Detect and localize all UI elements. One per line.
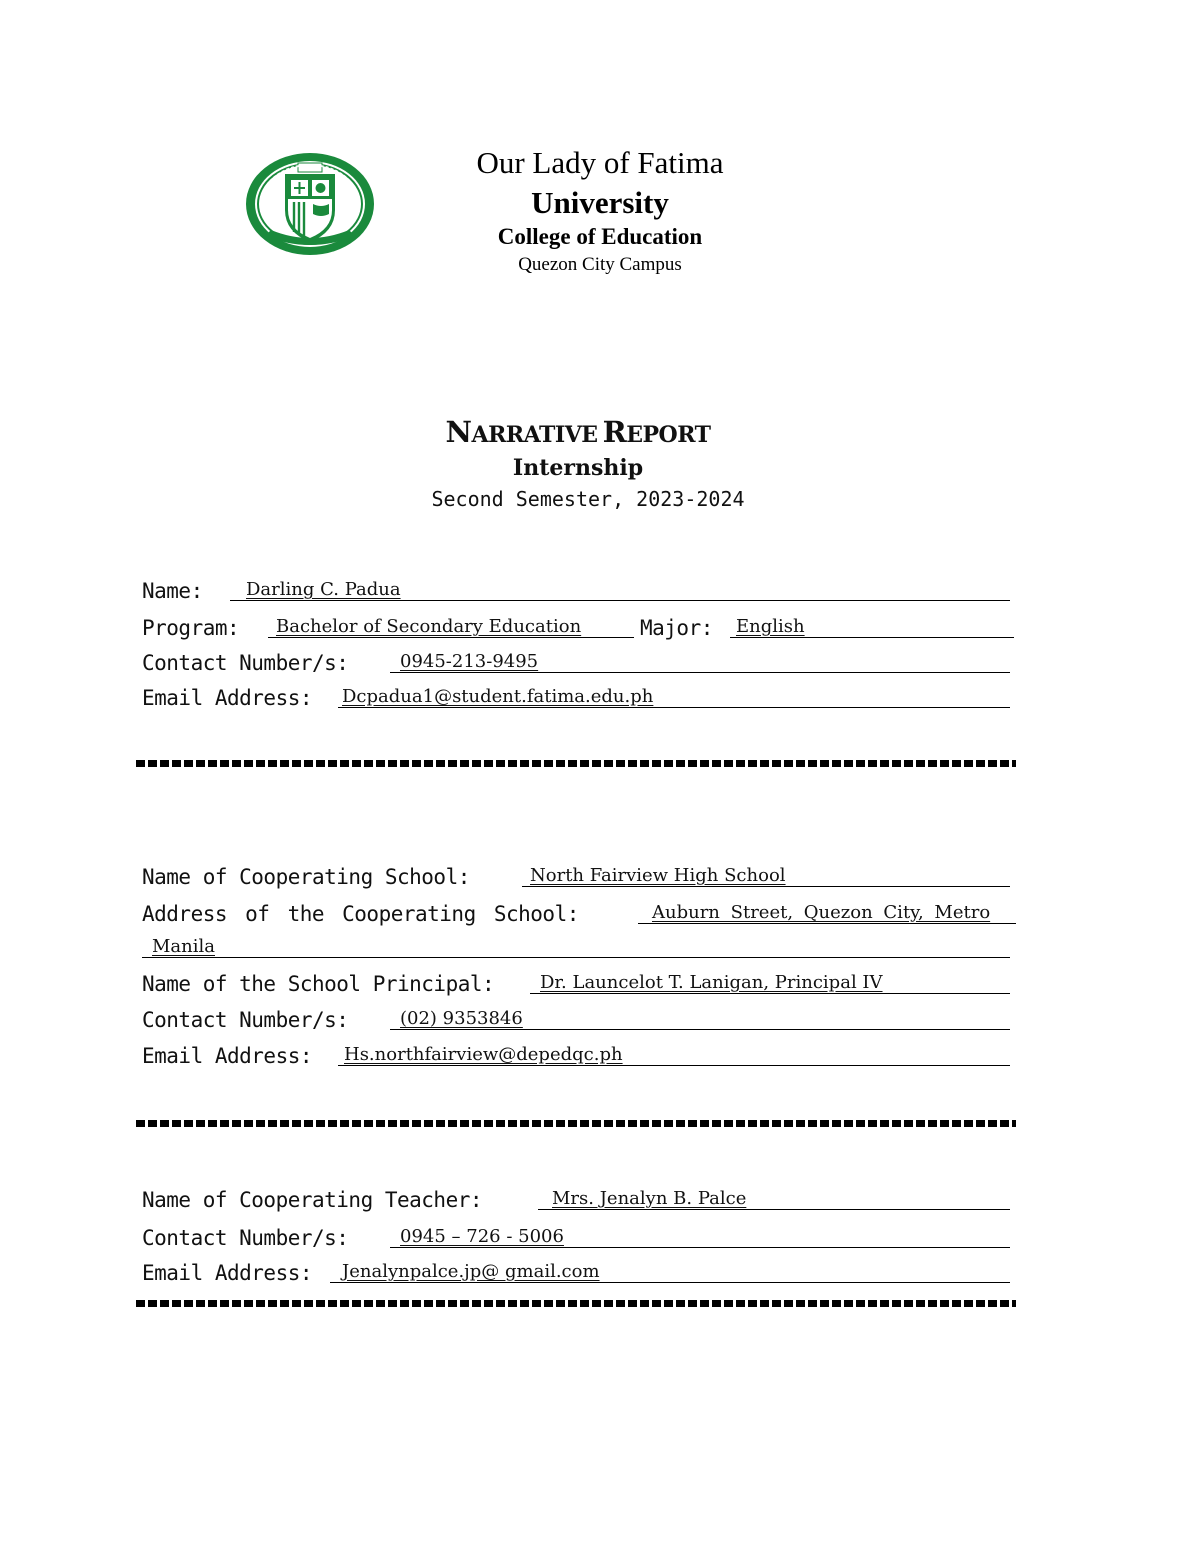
school-email-row <box>142 1040 1010 1070</box>
program-row <box>142 612 1010 642</box>
underline <box>390 672 1010 673</box>
student-email-row <box>142 682 1010 712</box>
school-contact-row <box>142 1004 1010 1034</box>
school-email-label: Email Address: <box>142 1044 313 1068</box>
underline <box>338 707 1010 708</box>
section-divider <box>136 1120 1016 1127</box>
school-contact-value[interactable]: (02) 9353846 <box>400 1008 523 1029</box>
principal-value[interactable]: Dr. Launcelot T. Lanigan, Principal IV <box>540 972 883 993</box>
underline <box>538 1209 1010 1210</box>
principal-row <box>142 968 1010 998</box>
major-label: Major: <box>640 616 713 640</box>
school-address-value-line2[interactable]: Manila <box>152 936 215 957</box>
college-name: College of Education <box>497 224 703 249</box>
teacher-email-label: Email Address: <box>142 1261 313 1285</box>
program-value[interactable]: Bachelor of Secondary Education <box>276 616 582 637</box>
program-label: Program: <box>142 616 240 640</box>
school-address-value-line1[interactable]: Auburn Street, Quezon City, Metro <box>652 902 991 923</box>
school-email-value[interactable]: Hs.northfairview@depedqc.ph <box>344 1044 623 1065</box>
university-name-line1: Our Lady of Fatima <box>476 145 724 180</box>
underline <box>522 886 1010 887</box>
teacher-name-row <box>142 1184 1010 1214</box>
underline <box>230 600 1010 601</box>
teacher-email-row <box>142 1257 1010 1287</box>
school-name-value[interactable]: North Fairview High School <box>530 865 786 886</box>
principal-label: Name of the School Principal: <box>142 972 495 996</box>
teacher-contact-label: Contact Number/s: <box>142 1226 349 1250</box>
student-contact-label: Contact Number/s: <box>142 651 349 675</box>
report-subtitle: Internship <box>512 455 644 481</box>
report-semester: Second Semester, 2023-2024 <box>431 487 745 511</box>
school-contact-label: Contact Number/s: <box>142 1008 349 1032</box>
major-value[interactable]: English <box>736 616 805 637</box>
teacher-name-value[interactable]: Mrs. Jenalyn B. Palce <box>552 1188 747 1209</box>
report-title: NARRATIVE REPORT <box>445 415 711 449</box>
underline <box>142 957 1010 958</box>
underline <box>638 923 1016 924</box>
campus-name: Quezon City Campus <box>518 254 682 275</box>
underline <box>338 1065 1010 1066</box>
section-divider <box>136 1300 1016 1307</box>
university-name-line2: University <box>531 185 669 220</box>
section-divider <box>136 760 1016 767</box>
teacher-name-label: Name of Cooperating Teacher: <box>142 1188 483 1212</box>
underline <box>330 1282 1010 1283</box>
student-name-value[interactable]: Darling C. Padua <box>246 579 401 600</box>
school-name-label: Name of Cooperating School: <box>142 865 470 889</box>
underline <box>530 993 1010 994</box>
student-contact-value[interactable]: 0945-213-9495 <box>400 651 539 672</box>
student-email-value[interactable]: Dcpadua1@student.fatima.edu.ph <box>342 686 654 707</box>
teacher-email-value[interactable]: Jenalynpalce.jp@ gmail.com <box>342 1261 600 1282</box>
school-address-row-2 <box>142 932 1010 962</box>
underline <box>390 1247 1010 1248</box>
school-address-row <box>142 898 1010 928</box>
underline <box>730 637 1014 638</box>
underline <box>390 1029 1010 1030</box>
student-name-label: Name: <box>142 579 203 603</box>
school-address-label: Address of the Cooperating School: <box>142 902 579 926</box>
underline <box>268 637 634 638</box>
student-contact-row <box>142 647 1010 677</box>
student-name-row <box>142 575 1010 605</box>
teacher-contact-value[interactable]: 0945 – 726 - 5006 <box>400 1226 564 1247</box>
university-seal-icon <box>243 152 377 256</box>
school-name-row <box>142 861 1010 891</box>
student-email-label: Email Address: <box>142 686 313 710</box>
teacher-contact-row <box>142 1222 1010 1252</box>
